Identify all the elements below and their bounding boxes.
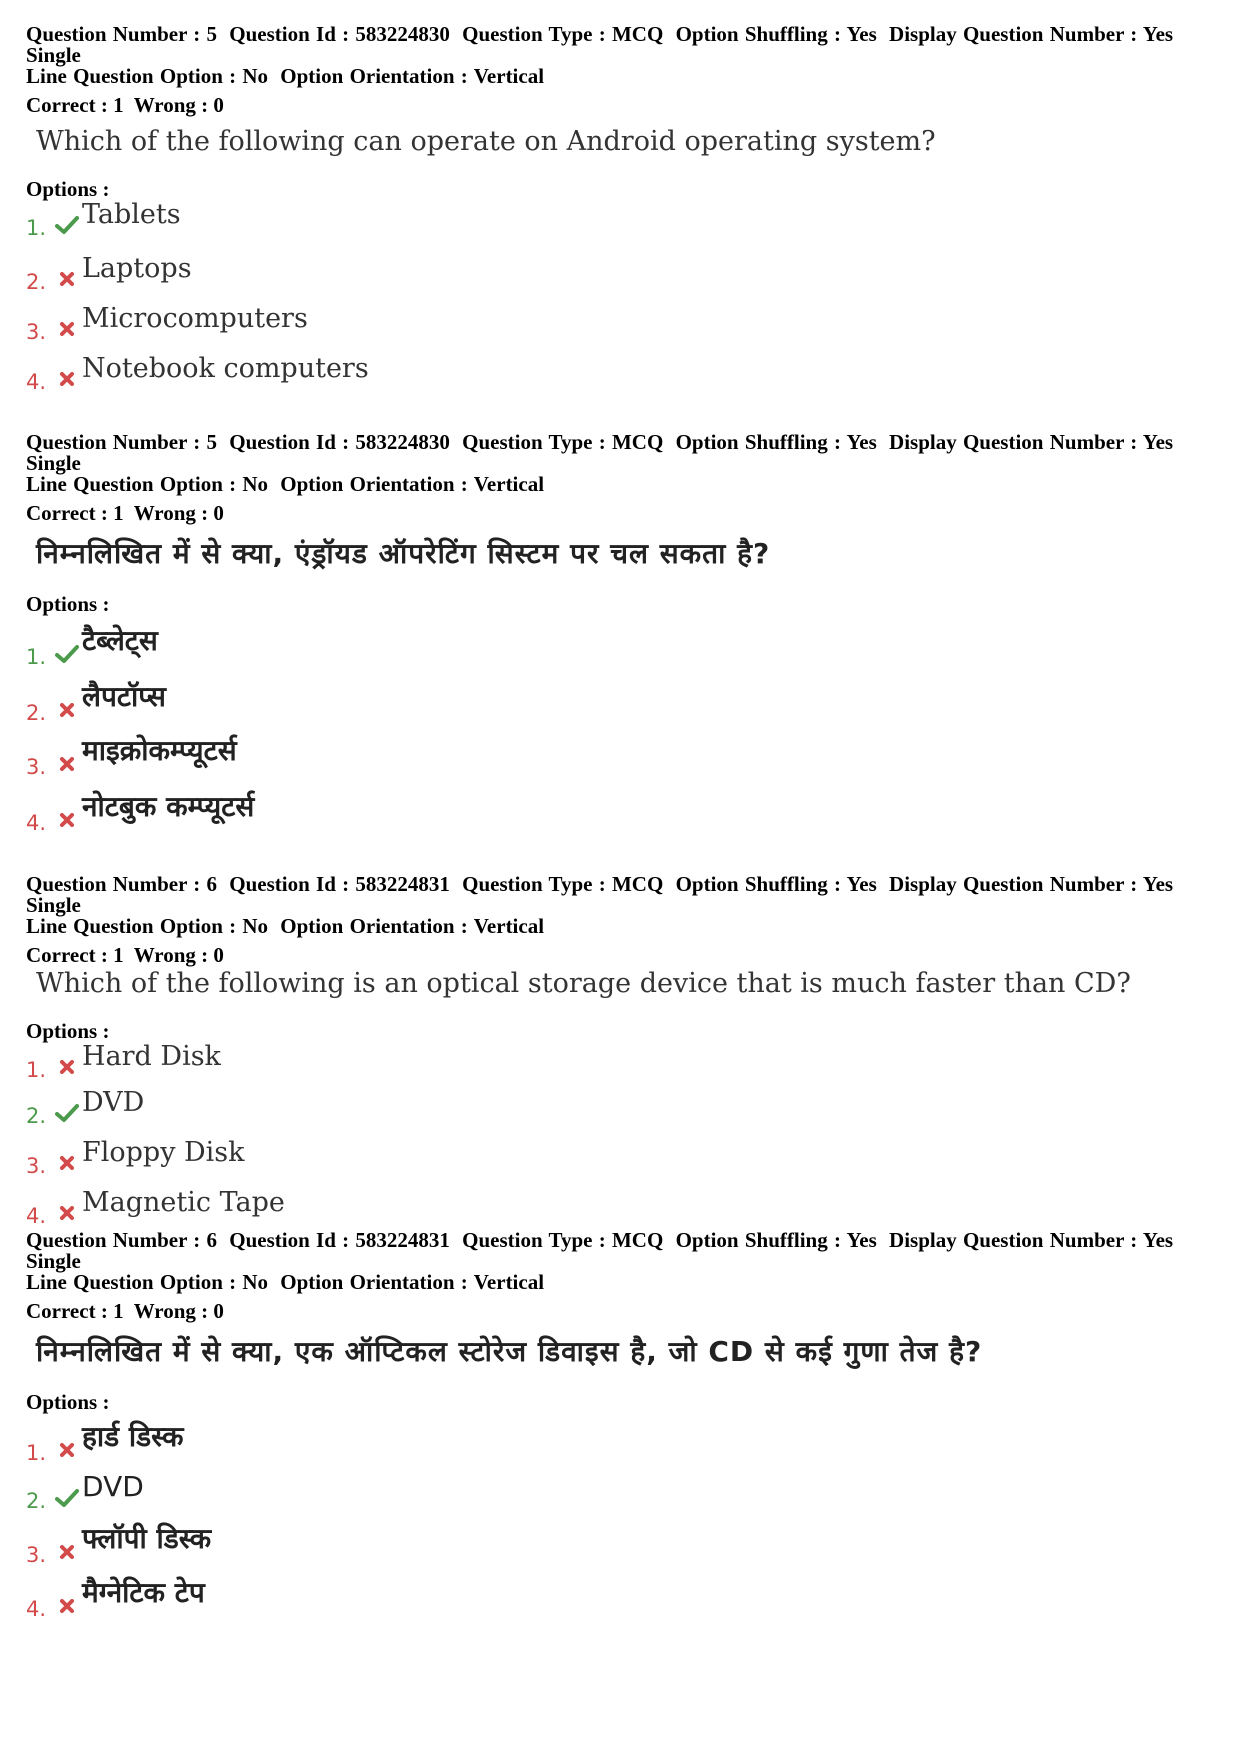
option-text: Magnetic Tape	[82, 1187, 285, 1218]
option-orientation: Vertical	[473, 472, 545, 496]
check-icon	[52, 641, 82, 667]
marks-line	[26, 503, 1216, 524]
question-text: Which of the following is an optical storage device that is much faster than CD?	[36, 968, 1131, 999]
cross-icon	[52, 807, 82, 833]
question-type: MCQ	[611, 872, 664, 896]
question-number: 6	[206, 1228, 218, 1252]
label-question-type: Question Type :	[462, 872, 606, 896]
label-correct: Correct :	[26, 93, 108, 117]
option-2	[26, 1086, 1216, 1132]
option-text: Hard Disk	[82, 1041, 221, 1072]
options-label: Options :	[26, 1390, 110, 1414]
wrong-marks: 0	[213, 1299, 224, 1323]
display-question-number: Yes	[1142, 1228, 1174, 1252]
option-text: Notebook computers	[82, 353, 369, 384]
option-text: लैपटॉप्स	[82, 680, 166, 713]
option-text: फ्लॉपी डिस्क	[82, 1522, 212, 1555]
option-text: DVD	[82, 1470, 144, 1503]
label-display-question-number: Display Question Number :	[889, 430, 1138, 454]
cross-icon	[52, 366, 82, 392]
label-option-shuffling: Option Shuffling :	[675, 22, 841, 46]
label-wrong: Wrong :	[133, 501, 209, 525]
line-question-option: No	[242, 914, 269, 938]
correct-marks: 1	[113, 501, 124, 525]
question-block	[26, 24, 1216, 432]
option-text: हार्ड डिस्क	[82, 1420, 184, 1453]
question-meta	[26, 24, 1216, 87]
marks-line	[26, 1301, 1216, 1322]
option-text: टैब्लेट्स	[82, 624, 158, 657]
option-number: 1.	[26, 1058, 47, 1082]
option-number: 4.	[26, 370, 47, 394]
option-number: 4.	[26, 1597, 47, 1621]
option-shuffling: Yes	[846, 22, 877, 46]
option-1	[26, 1415, 1216, 1469]
option-orientation: Vertical	[473, 64, 545, 88]
option-text: मैग्नेटिक टेप	[82, 1576, 205, 1609]
label-option-orientation: Option Orientation :	[280, 472, 468, 496]
display-question-number: Yes	[1142, 872, 1174, 896]
option-2	[26, 673, 1216, 729]
option-4	[26, 783, 1216, 839]
option-text: माइक्रोकम्प्यूटर्स	[82, 734, 237, 767]
label-question-number: Question Number :	[26, 22, 201, 46]
line-question-option: No	[242, 472, 269, 496]
option-number: 2.	[26, 270, 47, 294]
option-orientation: Vertical	[473, 1270, 545, 1294]
check-icon	[52, 1100, 82, 1126]
option-number: 2.	[26, 1489, 47, 1513]
label-correct: Correct :	[26, 501, 108, 525]
label-question-id: Question Id :	[229, 430, 350, 454]
option-4	[26, 1182, 1216, 1232]
question-number: 5	[206, 22, 218, 46]
option-number: 1.	[26, 1441, 47, 1465]
cross-icon	[52, 1437, 82, 1463]
cross-icon	[52, 1539, 82, 1565]
option-4	[26, 348, 1216, 398]
question-block	[26, 874, 1216, 1230]
options-label: Options :	[26, 177, 110, 201]
question-id: 583224830	[355, 22, 450, 46]
label-option-orientation: Option Orientation :	[280, 64, 468, 88]
display-question-number: Yes	[1142, 22, 1174, 46]
option-3	[26, 1517, 1216, 1571]
label-question-id: Question Id :	[229, 872, 350, 896]
question-type: MCQ	[611, 1228, 664, 1252]
option-shuffling: Yes	[846, 430, 877, 454]
option-number: 3.	[26, 755, 47, 779]
option-text: Tablets	[82, 199, 181, 230]
cross-icon	[52, 751, 82, 777]
option-1	[26, 199, 1216, 244]
marks-line	[26, 95, 1216, 116]
option-number: 1.	[26, 216, 47, 240]
label-option-shuffling: Option Shuffling :	[675, 872, 841, 896]
label-correct: Correct :	[26, 1299, 108, 1323]
question-block	[26, 1230, 1216, 1625]
option-number: 2.	[26, 1104, 47, 1128]
line-question-option: No	[242, 64, 269, 88]
options-label: Options :	[26, 592, 110, 616]
option-shuffling: Yes	[846, 872, 877, 896]
cross-icon	[52, 266, 82, 292]
label-line-question-option: Line Question Option :	[26, 1270, 237, 1294]
question-number: 5	[206, 430, 218, 454]
label-single: Single	[26, 1249, 81, 1273]
option-number: 4.	[26, 811, 47, 835]
display-question-number: Yes	[1142, 430, 1174, 454]
label-line-question-option: Line Question Option :	[26, 64, 237, 88]
cross-icon	[52, 1200, 82, 1226]
option-2	[26, 1469, 1216, 1517]
cross-icon	[52, 1054, 82, 1080]
question-text: निम्नलिखित में से क्या, एंड्रॉयड ऑपरेटिंग सिस्टम पर चल सकता है?	[36, 537, 771, 570]
option-number: 4.	[26, 1204, 47, 1228]
correct-marks: 1	[113, 943, 124, 967]
question-id: 583224831	[355, 1228, 450, 1252]
label-single: Single	[26, 893, 81, 917]
option-3	[26, 298, 1216, 348]
option-number: 2.	[26, 701, 47, 725]
option-text: Microcomputers	[82, 303, 308, 334]
cross-icon	[52, 316, 82, 342]
option-3	[26, 1132, 1216, 1182]
question-meta	[26, 874, 1216, 937]
label-option-orientation: Option Orientation :	[280, 914, 468, 938]
label-question-id: Question Id :	[229, 22, 350, 46]
question-paper	[26, 24, 1216, 1625]
question-type: MCQ	[611, 430, 664, 454]
question-text: Which of the following can operate on Android operating system?	[36, 126, 936, 157]
wrong-marks: 0	[213, 93, 224, 117]
option-2	[26, 244, 1216, 298]
label-correct: Correct :	[26, 943, 108, 967]
question-meta	[26, 1230, 1216, 1293]
label-question-number: Question Number :	[26, 872, 201, 896]
label-question-type: Question Type :	[462, 430, 606, 454]
option-3	[26, 729, 1216, 783]
cross-icon	[52, 1593, 82, 1619]
check-icon	[52, 1485, 82, 1511]
label-wrong: Wrong :	[133, 943, 209, 967]
label-display-question-number: Display Question Number :	[889, 872, 1138, 896]
question-block	[26, 432, 1216, 874]
question-meta	[26, 432, 1216, 495]
question-id: 583224831	[355, 872, 450, 896]
option-text: Floppy Disk	[82, 1137, 245, 1168]
label-question-type: Question Type :	[462, 22, 606, 46]
option-4	[26, 1571, 1216, 1625]
option-1	[26, 1041, 1216, 1086]
check-icon	[52, 212, 82, 238]
cross-icon	[52, 697, 82, 723]
label-question-id: Question Id :	[229, 1228, 350, 1252]
label-single: Single	[26, 451, 81, 475]
label-option-orientation: Option Orientation :	[280, 1270, 468, 1294]
option-number: 3.	[26, 1154, 47, 1178]
option-number: 3.	[26, 320, 47, 344]
label-question-type: Question Type :	[462, 1228, 606, 1252]
marks-line	[26, 945, 1216, 966]
options-label: Options :	[26, 1019, 110, 1043]
correct-marks: 1	[113, 1299, 124, 1323]
option-text: नोटबुक कम्प्यूटर्स	[82, 790, 255, 823]
line-question-option: No	[242, 1270, 269, 1294]
option-1	[26, 617, 1216, 673]
wrong-marks: 0	[213, 501, 224, 525]
question-text: निम्नलिखित में से क्या, एक ऑप्टिकल स्टोरेज डिवाइस है, जो CD से कई गुणा तेज है?	[36, 1335, 983, 1368]
cross-icon	[52, 1150, 82, 1176]
wrong-marks: 0	[213, 943, 224, 967]
label-option-shuffling: Option Shuffling :	[675, 1228, 841, 1252]
label-wrong: Wrong :	[133, 1299, 209, 1323]
label-display-question-number: Display Question Number :	[889, 22, 1138, 46]
question-type: MCQ	[611, 22, 664, 46]
label-option-shuffling: Option Shuffling :	[675, 430, 841, 454]
option-text: Laptops	[82, 253, 192, 284]
label-line-question-option: Line Question Option :	[26, 914, 237, 938]
label-wrong: Wrong :	[133, 93, 209, 117]
label-single: Single	[26, 43, 81, 67]
label-line-question-option: Line Question Option :	[26, 472, 237, 496]
label-question-number: Question Number :	[26, 1228, 201, 1252]
option-shuffling: Yes	[846, 1228, 877, 1252]
question-number: 6	[206, 872, 218, 896]
question-id: 583224830	[355, 430, 450, 454]
label-display-question-number: Display Question Number :	[889, 1228, 1138, 1252]
option-text: DVD	[82, 1087, 145, 1118]
label-question-number: Question Number :	[26, 430, 201, 454]
correct-marks: 1	[113, 93, 124, 117]
option-number: 3.	[26, 1543, 47, 1567]
option-orientation: Vertical	[473, 914, 545, 938]
option-number: 1.	[26, 645, 47, 669]
